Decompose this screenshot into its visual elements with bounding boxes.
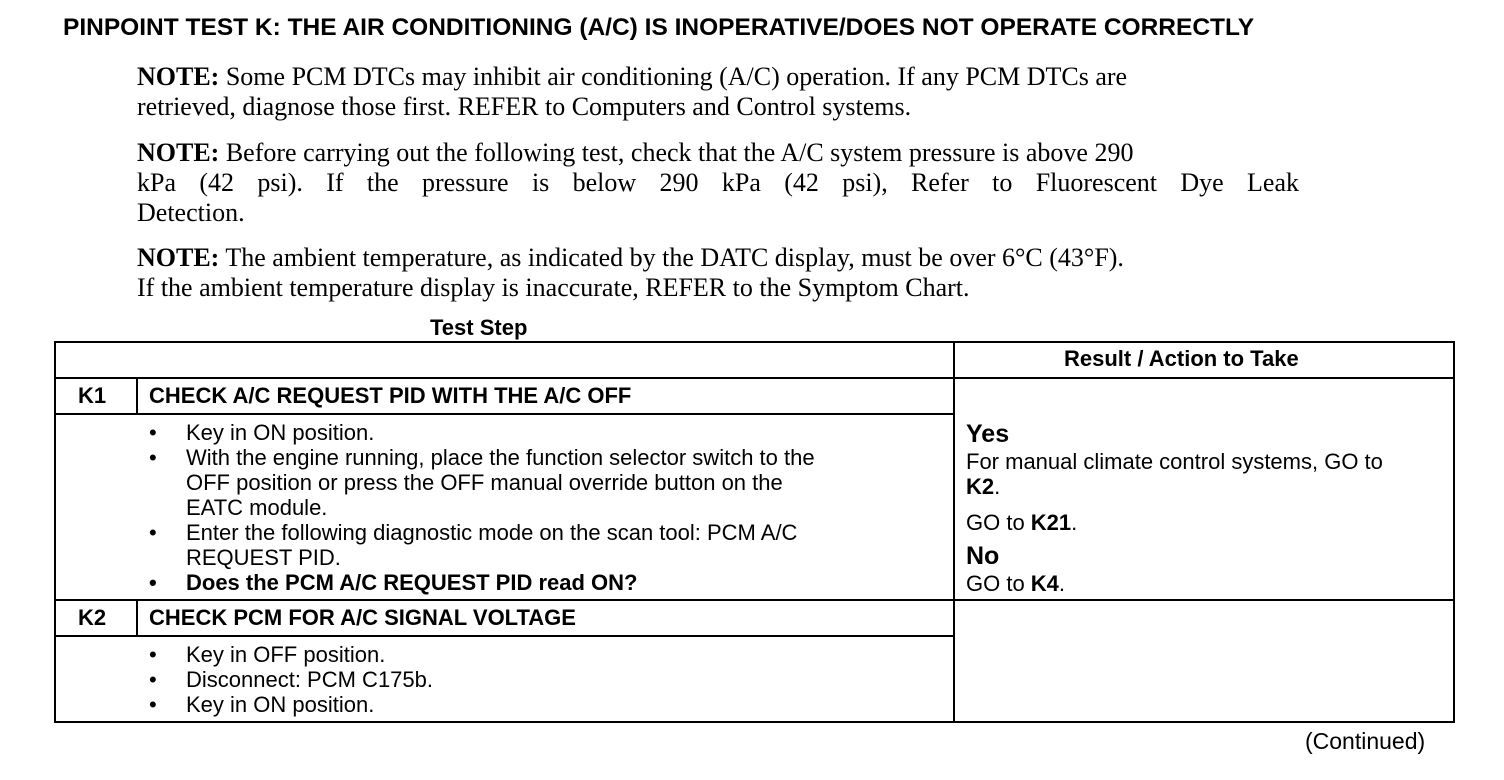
- note-system-pressure: [137, 138, 1312, 228]
- note-label: NOTE:: [137, 62, 220, 91]
- bullet-icon: •: [149, 667, 157, 692]
- result-ref: K21: [1030, 510, 1072, 535]
- note-text: Some PCM DTCs may inhibit air conditioning (A/C) operation. If any PCM DTCs are: [219, 62, 1128, 91]
- step-title-k1: CHECK A/C REQUEST PID WITH THE A/C OFF: [149, 383, 632, 408]
- result-ref: K4: [1030, 571, 1059, 596]
- step-title-k2: CHECK PCM FOR A/C SIGNAL VOLTAGE: [149, 605, 576, 630]
- result-text: .: [994, 474, 1001, 499]
- list-item: [149, 520, 815, 570]
- k1-id-divider: [136, 377, 138, 415]
- note-text: retrieved, diagnose those first. REFER to Computers and Control systems.: [137, 92, 912, 121]
- list-item: [149, 570, 815, 595]
- result-text: GO to: [966, 571, 1031, 596]
- bullet-icon: •: [149, 420, 157, 445]
- step-id-k1: K1: [78, 383, 107, 408]
- step-k2-instructions: [149, 642, 433, 717]
- note-text: Before carrying out the following test, check that the A/C system pressure is above 290: [219, 138, 1134, 167]
- k2-id-divider: [136, 599, 138, 637]
- instruction-text: Enter the following diagnostic mode on the scan tool: PCM A/C: [186, 520, 798, 545]
- result-no-text: [966, 571, 1383, 596]
- instruction-text: REQUEST PID.: [186, 545, 341, 570]
- column-divider: [953, 341, 955, 723]
- instruction-text: EATC module.: [186, 495, 328, 520]
- continued-label: (Continued): [1305, 728, 1426, 754]
- list-item: [149, 420, 815, 445]
- step-k1-instructions: [149, 420, 815, 595]
- note-label: NOTE:: [137, 138, 220, 167]
- bullet-icon: •: [149, 692, 157, 717]
- instruction-text: Disconnect: PCM C175b.: [186, 667, 433, 692]
- note-text: If the ambient temperature display is inaccurate, REFER to the Symptom Chart.: [137, 273, 970, 302]
- instruction-text: With the engine running, place the function selector switch to the: [186, 445, 815, 470]
- list-item: [149, 642, 433, 667]
- bullet-icon: •: [149, 642, 157, 667]
- list-item: [149, 667, 433, 692]
- instruction-text: Key in OFF position.: [186, 642, 386, 667]
- result-text: GO to: [966, 510, 1031, 535]
- table-border-top: [54, 341, 1455, 343]
- note-text: kPa (42 psi). If the pressure is below 290 kPa (42 psi), Refer to Fluorescent Dye Leak: [137, 168, 1299, 197]
- header-divider: [54, 377, 1455, 379]
- table-border-right: [1453, 341, 1455, 723]
- note-label: NOTE:: [137, 243, 220, 272]
- test-step-header: Test Step: [430, 315, 528, 340]
- result-yes-text: [966, 449, 1383, 499]
- k2-title-divider: [54, 635, 955, 637]
- list-item: [149, 692, 433, 717]
- note-ambient-temperature: [137, 243, 1367, 303]
- note-pcm-dtcs: [137, 62, 1367, 122]
- result-header: Result / Action to Take: [1064, 346, 1299, 371]
- result-text: .: [1058, 571, 1066, 596]
- result-yes-alt: [966, 510, 1383, 535]
- result-text: .: [1071, 510, 1078, 535]
- table-border-left: [54, 341, 56, 723]
- result-yes-label: Yes: [966, 420, 1010, 448]
- instruction-text: Key in ON position.: [186, 692, 375, 717]
- row-divider: [54, 599, 1455, 601]
- page-title: PINPOINT TEST K: THE AIR CONDITIONING (A/C) IS INOPERATIVE/DOES NOT OPERATE CORRECTLY: [63, 14, 1255, 41]
- result-ref: K2: [966, 474, 995, 499]
- bullet-icon: •: [149, 520, 157, 545]
- result-text: For manual climate control systems, GO to: [966, 449, 1383, 474]
- k1-title-divider: [54, 413, 955, 415]
- instruction-text: OFF position or press the OFF manual override button on the: [186, 470, 783, 495]
- instruction-question: Does the PCM A/C REQUEST PID read ON?: [186, 570, 638, 595]
- step-id-k2: K2: [78, 605, 107, 630]
- bullet-icon: •: [149, 445, 157, 470]
- result-no-label: No: [966, 542, 1000, 570]
- note-text: Detection.: [137, 198, 245, 227]
- note-text: The ambient temperature, as indicated by the DATC display, must be over 6°C (43°F).: [219, 243, 1124, 272]
- table-border-bottom: [54, 721, 1455, 723]
- step-k1-result: [966, 420, 1383, 596]
- bullet-icon: •: [149, 570, 157, 595]
- list-item: [149, 445, 815, 520]
- instruction-text: Key in ON position.: [186, 420, 375, 445]
